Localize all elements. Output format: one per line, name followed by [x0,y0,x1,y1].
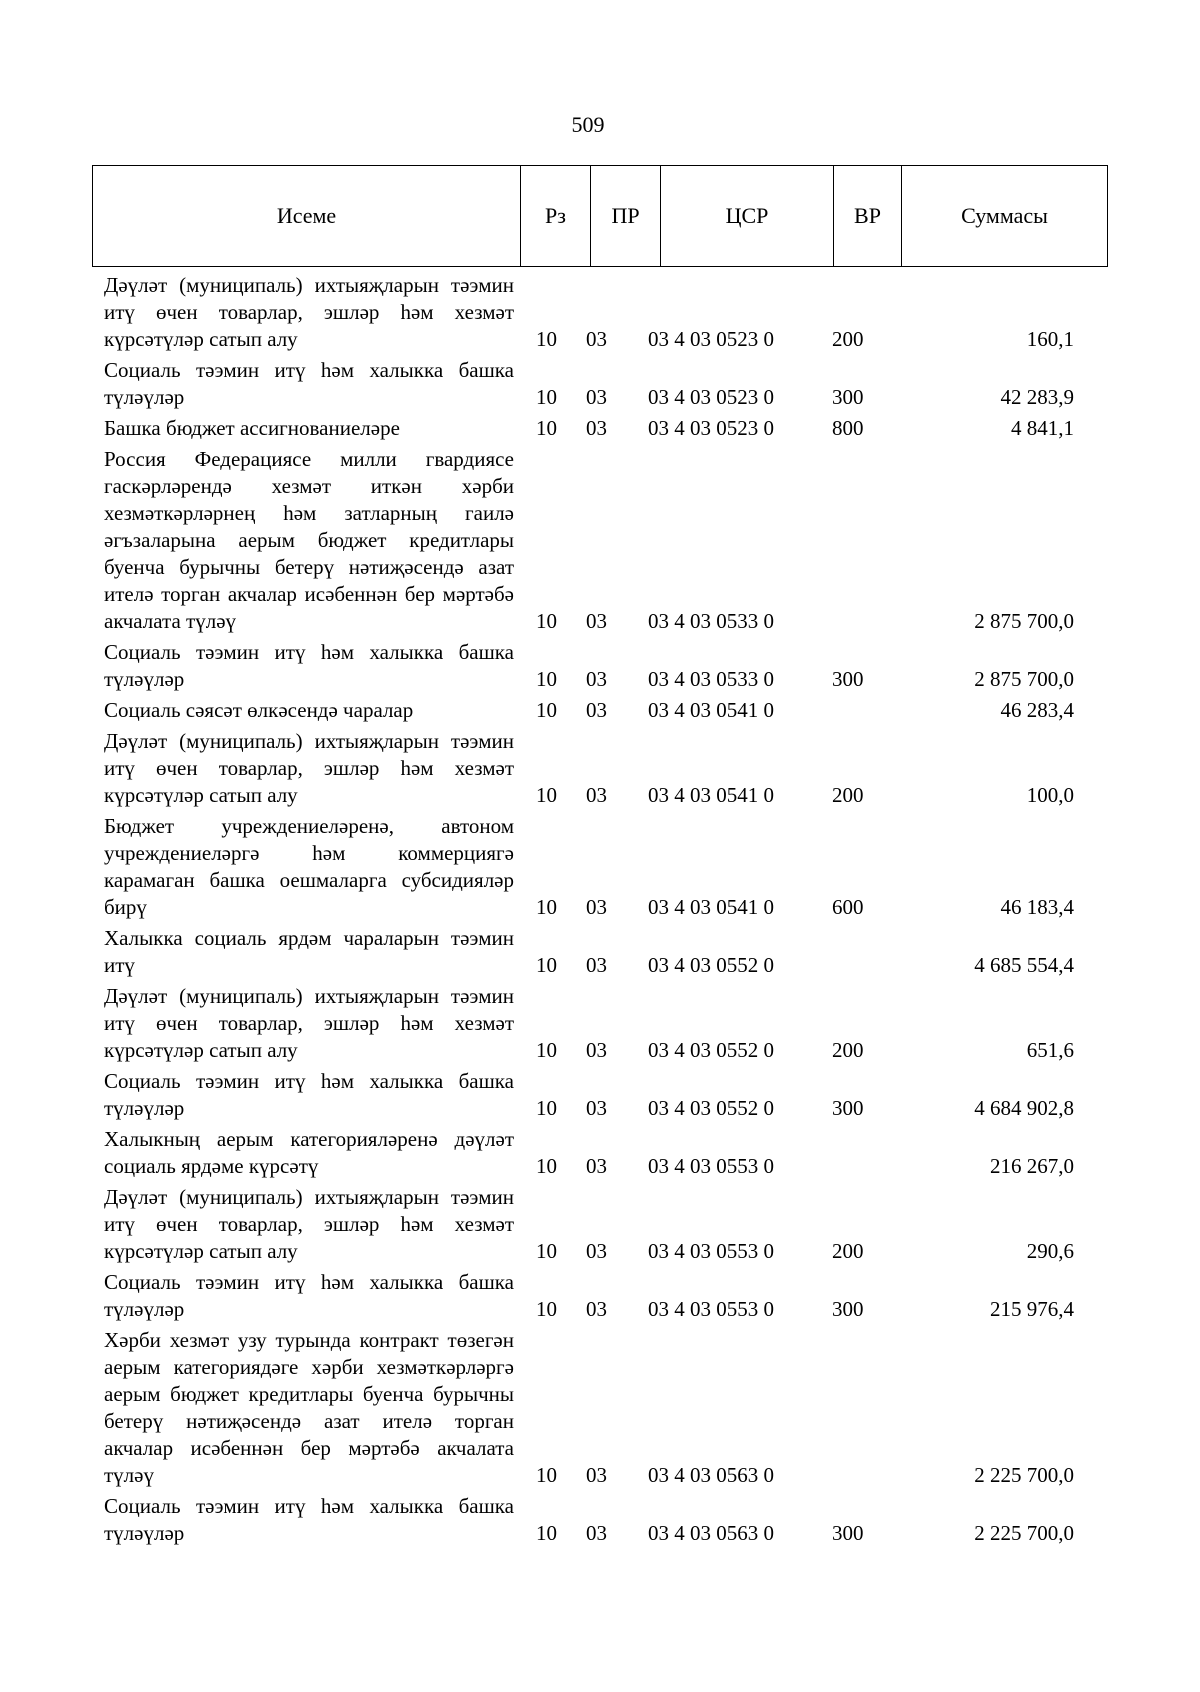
table-row [0,357,1200,411]
table-row [0,697,1200,724]
row-sum: 46 183,4 [1000,895,1074,919]
row-pr: 03 [586,1239,607,1263]
row-vr: 300 [832,1521,864,1545]
row-pr: 03 [586,609,607,633]
row-sum: 4 841,1 [1011,416,1074,440]
row-rz: 10 [536,416,557,440]
row-vr: 800 [832,416,864,440]
row-csr: 03 4 03 0552 0 [648,1038,774,1062]
row-name: Дәүләт (муниципаль) ихтыяҗларын тәэмин итү өчен товарлар, эшләр һәм хезмәт күрсәтүләр сатып алу [104,984,514,1062]
row-pr: 03 [586,667,607,691]
row-sum: 42 283,9 [1000,385,1074,409]
row-vr: 200 [832,1239,864,1263]
row-csr: 03 4 03 0541 0 [648,783,774,807]
row-rz: 10 [536,895,557,919]
row-vr: 600 [832,895,864,919]
table-row [0,1068,1200,1122]
table-row [0,1493,1200,1547]
row-name: Халыкка социаль ярдәм чараларын тәэмин итү [104,926,514,977]
row-pr: 03 [586,1463,607,1487]
row-pr: 03 [586,385,607,409]
row-csr: 03 4 03 0533 0 [648,609,774,633]
row-name: Социаль тәэмин итү һәм халыкка башка түләүләр [104,640,514,691]
row-sum: 2 875 700,0 [974,667,1074,691]
table-header [92,165,1108,267]
row-pr: 03 [586,1521,607,1545]
table-row [0,1126,1200,1180]
row-name: Социаль тәэмин итү һәм халыкка башка түләүләр [104,1270,514,1321]
row-name: Социаль сәясәт өлкәсендә чаралар [104,698,414,722]
row-csr: 03 4 03 0553 0 [648,1154,774,1178]
row-csr: 03 4 03 0552 0 [648,1096,774,1120]
table-row [0,415,1200,442]
header-sum: Суммасы [961,203,1048,228]
row-vr: 200 [832,327,864,351]
row-pr: 03 [586,327,607,351]
row-rz: 10 [536,385,557,409]
row-vr: 300 [832,1096,864,1120]
row-name: Башка бюджет ассигнованиеләре [104,416,400,440]
row-csr: 03 4 03 0553 0 [648,1297,774,1321]
row-pr: 03 [586,1096,607,1120]
row-csr: 03 4 03 0523 0 [648,327,774,351]
table-row [0,272,1200,353]
row-vr: 300 [832,1297,864,1321]
row-sum: 216 267,0 [990,1154,1074,1178]
row-sum: 2 225 700,0 [974,1463,1074,1487]
row-name: Социаль тәэмин итү һәм халыкка башка түләүләр [104,358,514,409]
row-rz: 10 [536,1096,557,1120]
table-row [0,639,1200,693]
row-sum: 290,6 [1026,1239,1074,1263]
row-pr: 03 [586,1297,607,1321]
table-row [0,983,1200,1064]
row-rz: 10 [536,953,557,977]
row-sum: 160,1 [1026,327,1074,351]
row-pr: 03 [586,698,607,722]
row-csr: 03 4 03 0563 0 [648,1463,774,1487]
row-rz: 10 [536,698,557,722]
row-vr: 200 [832,783,864,807]
row-pr: 03 [586,416,607,440]
table-row [0,1269,1200,1323]
row-name: Социаль тәэмин итү һәм халыкка башка түләүләр [104,1494,514,1545]
row-rz: 10 [536,1038,557,1062]
row-name: Дәүләт (муниципаль) ихтыяҗларын тәэмин итү өчен товарлар, эшләр һәм хезмәт күрсәтүләр сатып алу [104,273,514,351]
row-vr: 200 [832,1038,864,1062]
row-sum: 46 283,4 [1000,698,1074,722]
row-pr: 03 [586,953,607,977]
row-name: Бюджет учреждениеләренә, автоном учреждениеләргә һәм коммерциягә карамаган башка оешмаларга субсидияләр бирү [104,814,514,919]
row-sum: 4 685 554,4 [974,953,1074,977]
row-rz: 10 [536,1521,557,1545]
row-rz: 10 [536,1297,557,1321]
row-name: Дәүләт (муниципаль) ихтыяҗларын тәэмин итү өчен товарлар, эшләр һәм хезмәт күрсәтүләр сатып алу [104,1185,514,1263]
table-row [0,1327,1200,1489]
header-vr: ВР [834,166,902,266]
row-csr: 03 4 03 0541 0 [648,698,774,722]
row-pr: 03 [586,1038,607,1062]
row-pr: 03 [586,1154,607,1178]
table-row [0,446,1200,635]
row-csr: 03 4 03 0523 0 [648,416,774,440]
row-sum: 2 875 700,0 [974,609,1074,633]
row-rz: 10 [536,783,557,807]
row-name: Россия Федерациясе милли гвардиясе гаскәрләрендә хезмәт иткән хәрби хезмәткәрләрнең һәм затларның гаилә әгъзаларына аерым бюджет кредитлары буенча бурычны бетерү нәтиҗәсендә азат ителә торган акчалар исәбеннән бер мәртәбә акчалата түләү [104,447,514,633]
row-name: Халыкның аерым категорияләренә дәүләт социаль ярдәме күрсәтү [104,1127,514,1178]
row-rz: 10 [536,609,557,633]
table-row [0,813,1200,921]
header-rz: Рз [521,166,591,266]
row-csr: 03 4 03 0523 0 [648,385,774,409]
row-rz: 10 [536,667,557,691]
row-sum: 100,0 [1026,783,1074,807]
table-row [0,925,1200,979]
table-row [0,728,1200,809]
row-csr: 03 4 03 0553 0 [648,1239,774,1263]
row-vr: 300 [832,385,864,409]
row-csr: 03 4 03 0541 0 [648,895,774,919]
row-csr: 03 4 03 0563 0 [648,1521,774,1545]
row-name: Хәрби хезмәт узу турында контракт төзегән аерым категориядәге хәрби хезмәткәрләргә аерым бюджет кредитлары буенча бурычны бетерү нәтиҗәсендә азат ителә торган акчалар исәбеннән бер мәртәбә акчалата түләү [104,1328,514,1487]
row-csr: 03 4 03 0552 0 [648,953,774,977]
table-body [0,272,1200,1551]
row-rz: 10 [536,327,557,351]
row-name: Социаль тәэмин итү һәм халыкка башка түләүләр [104,1069,514,1120]
row-sum: 651,6 [1026,1038,1074,1062]
row-name: Дәүләт (муниципаль) ихтыяҗларын тәэмин итү өчен товарлар, эшләр һәм хезмәт күрсәтүләр сатып алу [104,729,514,807]
row-sum: 215 976,4 [990,1297,1074,1321]
row-pr: 03 [586,783,607,807]
row-sum: 4 684 902,8 [974,1096,1074,1120]
row-csr: 03 4 03 0533 0 [648,667,774,691]
page-number: 509 [571,112,605,137]
header-csr: ЦСР [661,166,834,266]
row-vr: 300 [832,667,864,691]
row-rz: 10 [536,1463,557,1487]
row-rz: 10 [536,1239,557,1263]
row-sum: 2 225 700,0 [974,1521,1074,1545]
row-rz: 10 [536,1154,557,1178]
row-pr: 03 [586,895,607,919]
header-name: Исеме [93,166,521,266]
header-pr: ПР [591,166,661,266]
table-row [0,1184,1200,1265]
